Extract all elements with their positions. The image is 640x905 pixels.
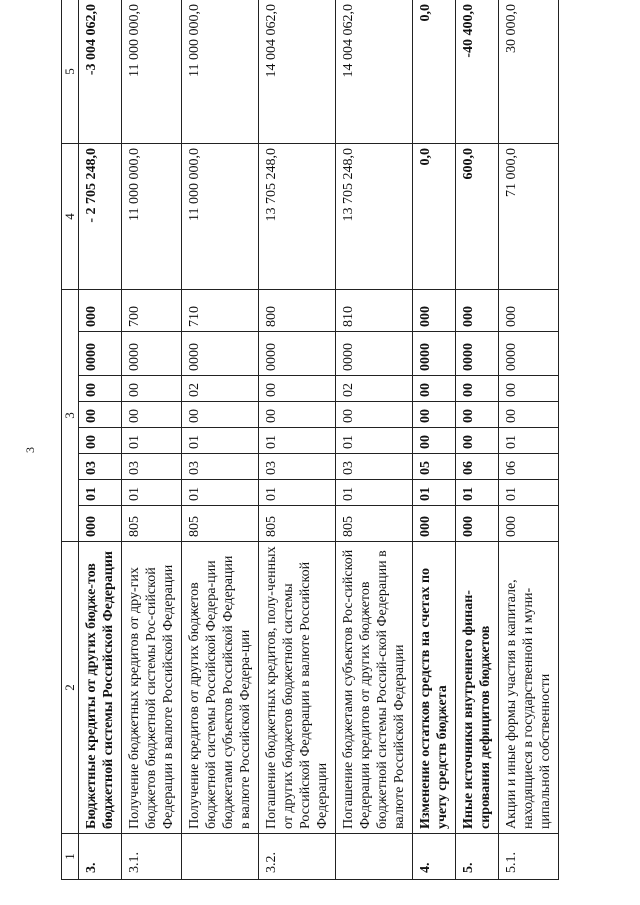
- classification-code-part: 810: [336, 290, 413, 332]
- classification-code-part: 0000: [122, 332, 182, 376]
- admin-code: 805: [336, 506, 413, 542]
- header-col-3: 3: [62, 290, 79, 542]
- header-col-1: 1: [62, 834, 79, 880]
- row-name: Получение кредитов от других бюджетов бюджетной системы Российской Федера-ции бюджетами субъектов Российской Федерации в валюте Российской Федера-ции: [182, 542, 259, 834]
- header-col-4: 4: [62, 144, 79, 290]
- admin-code: 000: [79, 506, 122, 542]
- amount-col-4: 11 000 000,0: [122, 144, 182, 290]
- row-name: Погашение бюджетами субъектов Рос-сийской Федерации кредитов от других бюджетов бюджетной системы Россий-ской Федерации в валюте Российской Федерации: [336, 542, 413, 834]
- classification-code-part: 01: [499, 428, 559, 454]
- classification-code-part: 000: [79, 290, 122, 332]
- row-name: Иные источники внутреннего финан-сирования дефицитов бюджетов: [456, 542, 499, 834]
- row-number: [182, 834, 259, 880]
- table-row: [413, 0, 456, 880]
- classification-code-part: 01: [182, 480, 259, 506]
- classification-code-part: 01: [259, 480, 336, 506]
- amount-col-4: - 2 705 248,0: [79, 144, 122, 290]
- table-row: [336, 0, 413, 880]
- classification-code-part: 00: [456, 402, 499, 428]
- budget-sources-table: [61, 0, 559, 880]
- classification-code-part: 01: [122, 428, 182, 454]
- classification-code-part: 01: [336, 480, 413, 506]
- amount-col-4: 71 000,0: [499, 144, 559, 290]
- classification-code-part: 0000: [456, 332, 499, 376]
- classification-code-part: 00: [259, 376, 336, 402]
- rotated-table-container: [61, 4, 611, 880]
- classification-code-part: 0000: [336, 332, 413, 376]
- classification-code-part: 000: [456, 290, 499, 332]
- classification-code-part: 03: [336, 454, 413, 480]
- row-name: Изменение остатков средств на счетах по учету средств бюджета: [413, 542, 456, 834]
- page-number: 3: [23, 447, 37, 453]
- classification-code-part: 06: [499, 454, 559, 480]
- row-number: 3.2.: [259, 834, 336, 880]
- classification-code-part: 01: [79, 480, 122, 506]
- classification-code-part: 00: [182, 402, 259, 428]
- classification-code-part: 00: [122, 376, 182, 402]
- classification-code-part: 03: [259, 454, 336, 480]
- classification-code-part: 00: [122, 402, 182, 428]
- amount-col-5: -3 004 062,0: [79, 0, 122, 144]
- classification-code-part: 000: [499, 290, 559, 332]
- classification-code-part: 01: [499, 480, 559, 506]
- table-row: [182, 0, 259, 880]
- classification-code-part: 00: [259, 402, 336, 428]
- table-row: [456, 0, 499, 880]
- classification-code-part: 00: [456, 428, 499, 454]
- classification-code-part: 00: [79, 402, 122, 428]
- row-number: 5.1.: [499, 834, 559, 880]
- classification-code-part: 01: [456, 480, 499, 506]
- row-number: 5.: [456, 834, 499, 880]
- classification-code-part: 00: [413, 376, 456, 402]
- amount-col-4: 0,0: [413, 144, 456, 290]
- table-row: [259, 0, 336, 880]
- classification-code-part: 00: [499, 376, 559, 402]
- admin-code: 000: [413, 506, 456, 542]
- row-number: [336, 834, 413, 880]
- classification-code-part: 00: [336, 402, 413, 428]
- admin-code: 000: [499, 506, 559, 542]
- header-row: [62, 0, 79, 880]
- classification-code-part: 00: [413, 428, 456, 454]
- amount-col-5: 11 000 000,0: [182, 0, 259, 144]
- amount-col-4: 600,0: [456, 144, 499, 290]
- classification-code-part: 00: [413, 402, 456, 428]
- row-number: 3.1.: [122, 834, 182, 880]
- classification-code-part: 06: [456, 454, 499, 480]
- row-name: Получение бюджетных кредитов от дру-гих бюджетов бюджетной системы Рос-сийской Федерации в валюте Российской Федерации: [122, 542, 182, 834]
- amount-col-5: 11 000 000,0: [122, 0, 182, 144]
- admin-code: 000: [456, 506, 499, 542]
- classification-code-part: 01: [259, 428, 336, 454]
- amount-col-4: 11 000 000,0: [182, 144, 259, 290]
- amount-col-5: 30 000,0: [499, 0, 559, 144]
- table-row: [499, 0, 559, 880]
- classification-code-part: 710: [182, 290, 259, 332]
- row-number: 4.: [413, 834, 456, 880]
- amount-col-4: 13 705 248,0: [336, 144, 413, 290]
- classification-code-part: 700: [122, 290, 182, 332]
- classification-code-part: 0000: [259, 332, 336, 376]
- header-col-2: 2: [62, 542, 79, 834]
- classification-code-part: 03: [79, 454, 122, 480]
- classification-code-part: 0000: [499, 332, 559, 376]
- classification-code-part: 02: [336, 376, 413, 402]
- amount-col-4: 13 705 248,0: [259, 144, 336, 290]
- header-col-5: 5: [62, 0, 79, 144]
- classification-code-part: 00: [79, 428, 122, 454]
- amount-col-5: -40 400,0: [456, 0, 499, 144]
- classification-code-part: 000: [413, 290, 456, 332]
- classification-code-part: 01: [122, 480, 182, 506]
- classification-code-part: 03: [182, 454, 259, 480]
- admin-code: 805: [259, 506, 336, 542]
- classification-code-part: 0000: [413, 332, 456, 376]
- row-number: 3.: [79, 834, 122, 880]
- classification-code-part: 02: [182, 376, 259, 402]
- amount-col-5: 0,0: [413, 0, 456, 144]
- classification-code-part: 800: [259, 290, 336, 332]
- amount-col-5: 14 004 062,0: [336, 0, 413, 144]
- row-name: Акции и иные формы участия в капитале, находящиеся в государственной и муни-ципальной собственности: [499, 542, 559, 834]
- table-row: [79, 0, 122, 880]
- classification-code-part: 0000: [79, 332, 122, 376]
- classification-code-part: 01: [413, 480, 456, 506]
- classification-code-part: 01: [182, 428, 259, 454]
- amount-col-5: 14 004 062,0: [259, 0, 336, 144]
- table-row: [122, 0, 182, 880]
- table-body: [62, 0, 559, 880]
- classification-code-part: 03: [122, 454, 182, 480]
- admin-code: 805: [182, 506, 259, 542]
- admin-code: 805: [122, 506, 182, 542]
- row-name: Погашение бюджетных кредитов, полу-ченных от других бюджетов бюджетной системы Российской Федерации в валюте Российской Федерации: [259, 542, 336, 834]
- classification-code-part: 01: [336, 428, 413, 454]
- row-name: Бюджетные кредиты от других бюдже-тов бюджетной системы Российской Федерации: [79, 542, 122, 834]
- classification-code-part: 05: [413, 454, 456, 480]
- classification-code-part: 00: [499, 402, 559, 428]
- classification-code-part: 0000: [182, 332, 259, 376]
- classification-code-part: 00: [456, 376, 499, 402]
- classification-code-part: 00: [79, 376, 122, 402]
